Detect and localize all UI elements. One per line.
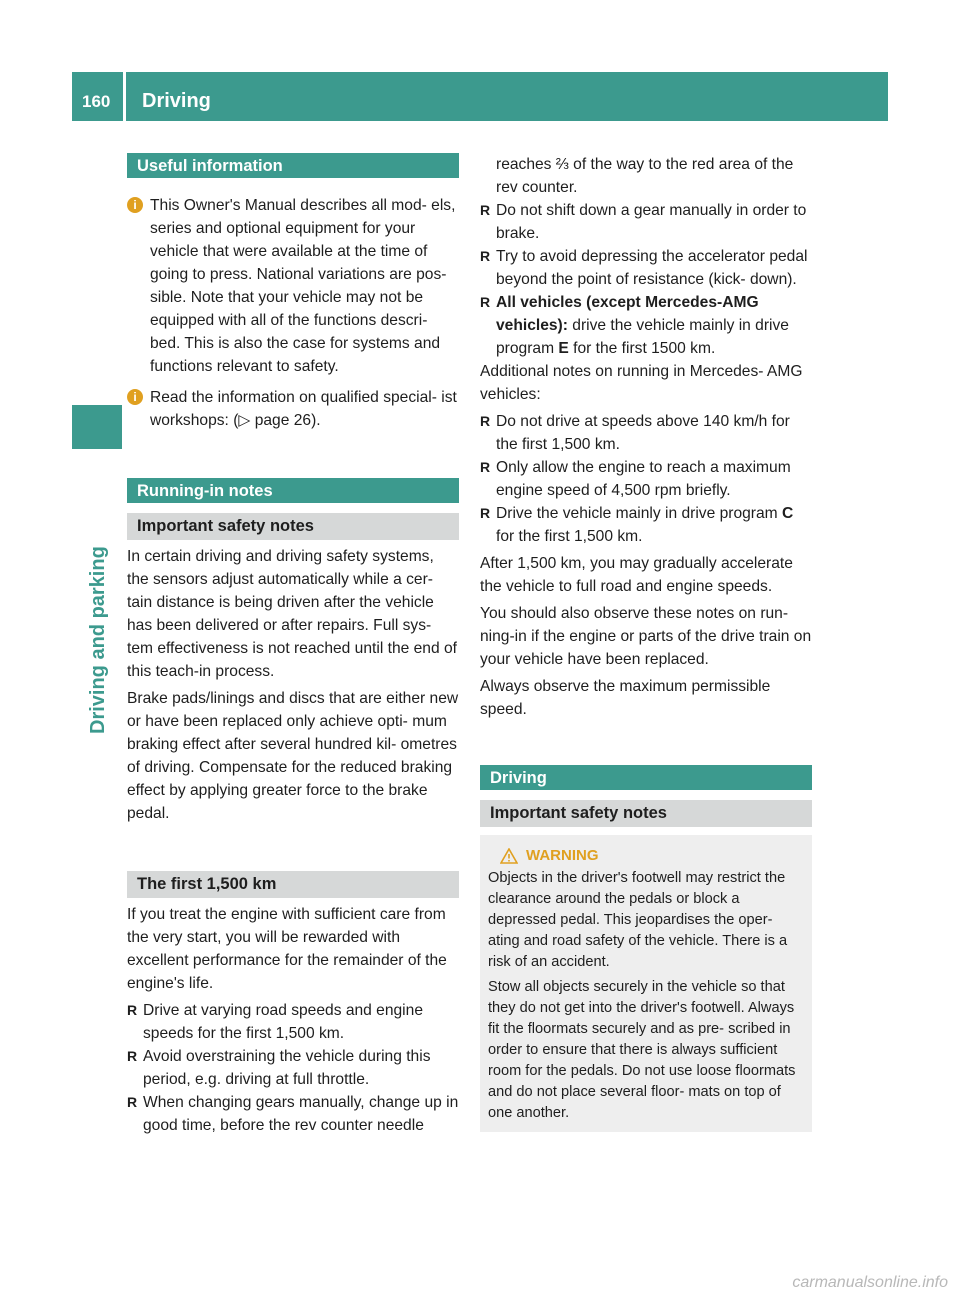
list-item: R Only allow the engine to reach a maximum engine speed of 4,500 rpm briefly. [480, 456, 812, 502]
list-item-bold-lead: All vehicles (except Mercedes-AMG vehicles): [496, 294, 759, 334]
drive-program-letter: E [558, 340, 569, 357]
list-item: R Try to avoid depressing the accelerator pedal beyond the point of resistance (kick- down). [480, 245, 812, 291]
list-item: R Do not shift down a gear manually in order to brake. [480, 199, 812, 245]
warning-text: Stow all objects securely in the vehicle so that they do not get into the driver's footwell. Always fit the floormats securely and as pre- scribed in order to ensure that there is always sufficient room for the pedals. Do not use loose floormats and do not place several floor- mats on top of one another. [488, 979, 796, 1121]
info-note [127, 386, 459, 432]
subheading-important-safety-notes: Important safety notes [127, 513, 459, 540]
list-item-continuation: reaches ⅔ of the way to the red area of the rev counter. [496, 156, 794, 196]
paragraph: If you treat the engine with sufficient care from the very start, you will be rewarded with excellent performance for the remainder of the engine's life. [127, 906, 447, 992]
subheading-important-safety-notes: Important safety notes [480, 800, 812, 827]
paragraph: In certain driving and driving safety systems, the sensors adjust automatically while a cer- tain distance is being driven after the vehicle has been delivered or after repairs. Full sys- tem effectiveness is not reached until the end of this teach-in process. [127, 548, 457, 680]
info-icon: i [127, 389, 143, 405]
list-item [480, 291, 812, 360]
warning-header [488, 845, 804, 866]
subheading-first-1500-km: The first 1,500 km [127, 871, 459, 898]
paragraph: Additional notes on running in Mercedes- AMG vehicles: [480, 363, 803, 403]
side-tab-block [72, 405, 122, 449]
header-divider [123, 72, 126, 121]
warning-box [480, 835, 812, 1132]
list-item: R Drive at varying road speeds and engine speeds for the first 1,500 km. [127, 999, 459, 1045]
warning-triangle-icon [500, 848, 518, 864]
list-item-text: Drive the vehicle mainly in drive program [496, 505, 782, 522]
info-icon: i [127, 197, 143, 213]
list-item: R When changing gears manually, change up in good time, before the rev counter needle [127, 1091, 459, 1137]
right-column [480, 153, 812, 1132]
drive-program-letter: C [782, 505, 794, 522]
list-item: R Avoid overstraining the vehicle during this period, e.g. driving at full throttle. [127, 1045, 459, 1091]
info-note-text: This Owner's Manual describes all mod- els, series and optional equipment for your vehicle that were available at the time of going to press. National variations are pos- sible. Note that your vehicle may not be equipped with all of the functions descri- bed. This is also the case for systems and functions relevant to safety. [150, 197, 456, 375]
paragraph: Always observe the maximum permissible speed. [480, 678, 771, 718]
paragraph: You should also observe these notes on run- ning-in if the engine or parts of the drive train on your vehicle have been replaced. [480, 605, 812, 668]
list-item-text: for the first 1,500 km. [496, 528, 643, 545]
list-item [480, 502, 812, 548]
running-title: Driving [142, 90, 211, 112]
info-note [127, 194, 459, 378]
list-item-text: drive the vehicle mainly in drive program [496, 317, 789, 357]
side-tab-label: Driving and parking [87, 546, 109, 734]
paragraph: Brake pads/linings and discs that are either new or have been replaced only achieve opti- mum braking effect after several hundred kil- ometres of driving. Compensate for the reduced braking effect by applying greater force to the brake pedal. [127, 690, 459, 822]
bullet-list [127, 999, 459, 1137]
left-column [127, 153, 459, 1141]
bullet-list [480, 199, 812, 360]
list-item: R Do not drive at speeds above 140 km/h for the first 1,500 km. [480, 410, 812, 456]
info-note-text: Read the information on qualified special- ist workshops: (▷ page 26). [150, 389, 457, 429]
watermark: carmanualsonline.info [792, 1274, 948, 1291]
paragraph: After 1,500 km, you may gradually accelerate the vehicle to full road and engine speeds. [480, 555, 793, 595]
page-number: 160 [82, 92, 111, 111]
section-heading-useful-information: Useful information [127, 153, 459, 178]
warning-text: Objects in the driver's footwell may restrict the clearance around the pedals or block a depressed pedal. This jeopardises the oper- ating and road safety of the vehicle. There is a risk of an accident. [488, 870, 788, 970]
bullet-list [480, 410, 812, 548]
list-item-text: for the first 1500 km. [568, 340, 716, 357]
warning-label: WARNING [526, 847, 599, 864]
section-heading-running-in: Running-in notes [127, 478, 459, 503]
section-heading-driving: Driving [480, 765, 812, 790]
